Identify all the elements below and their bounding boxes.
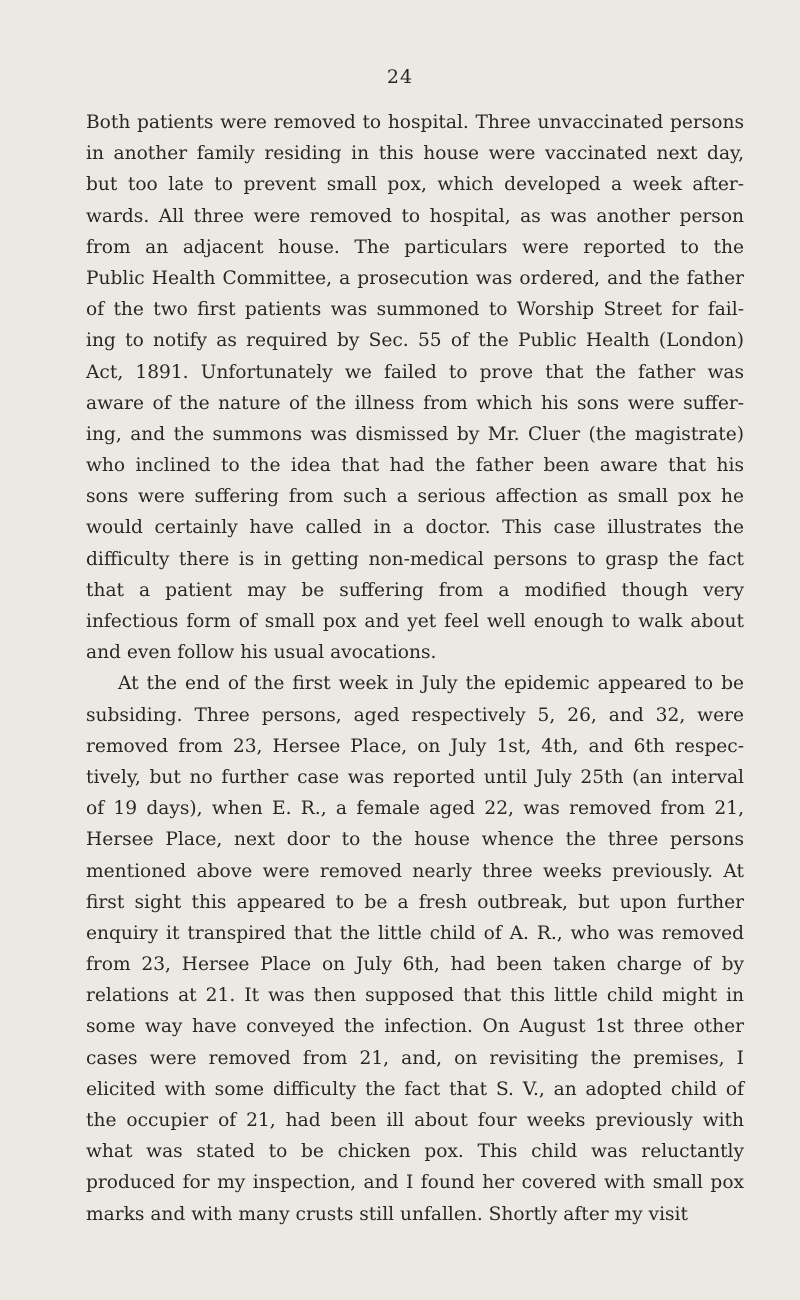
paragraph-2 [86,668,744,1229]
text-line: that a patient may be suffering from a modified though very [86,579,744,601]
text-line: from an adjacent house. The particulars were reported to the [86,236,744,258]
text-line: would certainly have called in a doctor. This case illustrates the [86,517,744,539]
text-line: first sight this appeared to be a fresh outbreak, but upon further [86,891,744,913]
text-line: marks and with many crusts still unfallen. Shortly after my visit [86,1203,688,1225]
text-line: from 23, Hersee Place on July 6th, had been taken charge of by [86,954,744,976]
text-line: Public Health Committee, a prosecution was ordered, and the father [86,267,744,289]
text-line: who inclined to the idea that had the father been aware that his [86,455,744,477]
text-line: tively, but no further case was reported until July 25th (an interval [86,766,744,788]
text-line: of the two first patients was summoned to Worship Street for fail- [86,299,744,321]
text-line: Act, 1891. Unfortunately we failed to prove that the father was [86,361,744,383]
text-line: removed from 23, Hersee Place, on July 1st, 4th, and 6th respec- [86,735,744,757]
body-text [86,107,744,1230]
page-number: 24 [386,66,414,88]
text-line: but too late to prevent small pox, which developed a week after- [86,174,744,196]
text-line: some way have conveyed the infection. On August 1st three other [86,1016,744,1038]
text-line: ing, and the summons was dismissed by Mr. Cluer (the magistrate) [86,423,744,445]
paragraph-1 [86,107,744,668]
text-line: subsiding. Three persons, aged respectively 5, 26, and 32, were [86,704,744,726]
text-line: what was stated to be chicken pox. This child was reluctantly [86,1141,744,1163]
text-line: sons were suffering from such a serious affection as small pox he [86,486,744,508]
text-line: elicited with some difficulty the fact that S. V., an adopted child of [86,1078,744,1100]
text-line: difficulty there is in getting non-medical persons to grasp the fact [86,548,744,570]
text-line: cases were removed from 21, and, on revisiting the premises, I [86,1047,744,1069]
text-line: infectious form of small pox and yet feel well enough to walk about [86,611,744,632]
text-line: in another family residing in this house were vaccinated next day, [86,143,744,165]
text-line: Hersee Place, next door to the house whence the three persons [86,829,744,851]
text-line: aware of the nature of the illness from which his sons were suffer- [86,392,744,414]
text-line: the occupier of 21, had been ill about four weeks previously with [86,1110,744,1131]
text-line: wards. All three were removed to hospital, as was another person [86,205,744,227]
text-line: enquiry it transpired that the little child of A. R., who was removed [86,922,744,944]
text-line: and even follow his usual avocations. [86,642,437,664]
text-line: Both patients were removed to hospital. Three unvaccinated persons [86,112,744,133]
text-line: relations at 21. It was then supposed that this little child might in [86,985,744,1007]
text-line: of 19 days), when E. R., a female aged 22, was removed from 21, [86,798,744,820]
text-line: At the end of the first week in July the epidemic appeared to be [118,673,744,695]
text-line: ing to notify as required by Sec. 55 of the Public Health (London) [86,330,744,352]
text-line: produced for my inspection, and I found her covered with small pox [86,1172,744,1194]
text-line: mentioned above were removed nearly three weeks previously. At [86,860,744,882]
